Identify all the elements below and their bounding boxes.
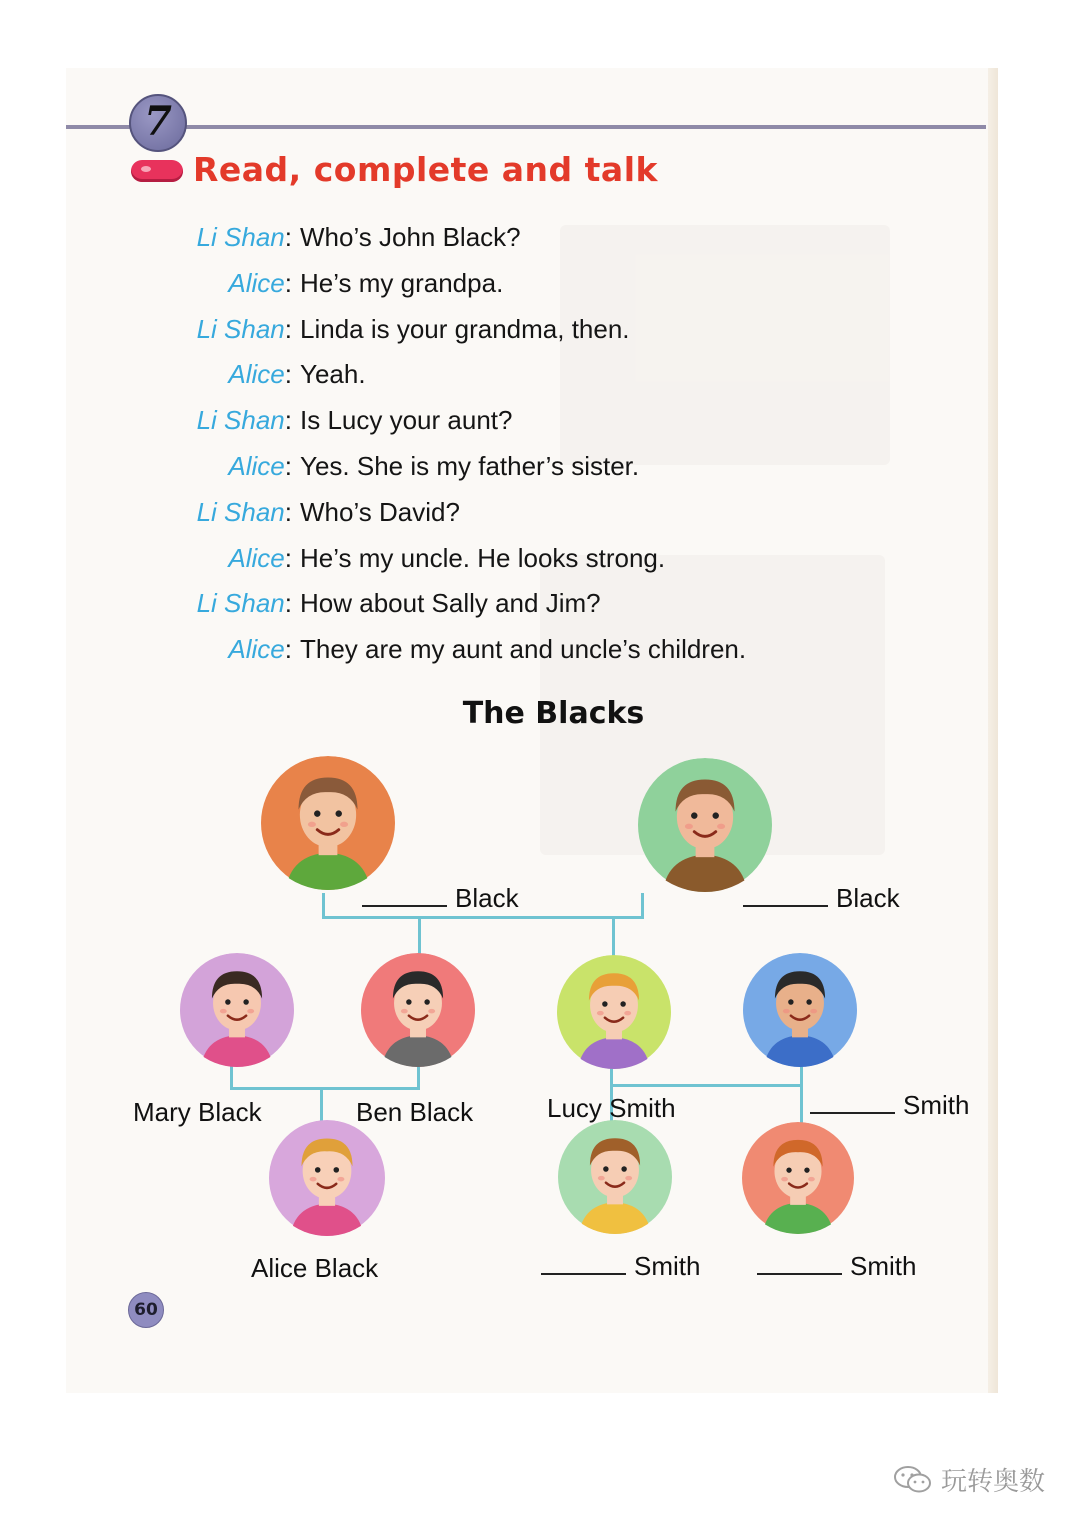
name-blank[interactable]	[541, 1253, 626, 1275]
speaker-name: Alice:	[228, 359, 292, 390]
watermark-text: 玩转奥数	[941, 1467, 1046, 1497]
portrait-drawing	[359, 953, 477, 1067]
portrait-drawing	[741, 953, 859, 1067]
colon: :	[284, 267, 292, 298]
speech-text: He’s my uncle. He looks strong.	[300, 542, 666, 573]
family-tree-title: The Blacks	[462, 696, 645, 731]
colon: :	[284, 359, 292, 390]
watermark	[893, 1461, 1045, 1498]
connector-line	[641, 893, 644, 919]
speech-text: Yeah.	[300, 359, 366, 390]
connector-line	[230, 1066, 233, 1090]
colon: :	[284, 542, 292, 573]
connector-line	[322, 893, 325, 919]
connector-line	[230, 1087, 420, 1090]
section-number-badge	[129, 94, 187, 152]
pencil-icon	[131, 160, 183, 182]
colon: :	[284, 313, 292, 344]
connector-line	[320, 1087, 323, 1123]
colon: :	[284, 588, 292, 619]
jim-name: Smith	[757, 1251, 916, 1282]
speech-text: Yes. She is my father’s sister.	[300, 451, 640, 481]
alice-portrait	[267, 1120, 387, 1236]
speaker-name: Li Shan:	[196, 496, 292, 527]
speaker-name: Li Shan:	[196, 588, 292, 619]
section-title: Read, complete and talk	[193, 150, 658, 189]
grandma-portrait	[635, 758, 775, 892]
connector-line	[417, 1066, 420, 1090]
speech-text: Who’s John Black?	[300, 222, 521, 252]
father-name: Ben Black	[356, 1097, 474, 1127]
speech-text: They are my aunt and uncle’s children.	[300, 634, 747, 665]
portrait-drawing	[557, 1120, 673, 1234]
speaker-name: Alice:	[228, 634, 292, 665]
speech-text: Is Lucy your aunt?	[300, 405, 513, 436]
portrait-drawing	[267, 1120, 387, 1236]
page-number: 60	[128, 1292, 164, 1328]
speech-text: How about Sally and Jim?	[300, 588, 601, 619]
colon: :	[284, 405, 292, 436]
uncle-portrait	[741, 953, 859, 1067]
speaker-name: Alice:	[228, 542, 292, 573]
father-portrait	[359, 953, 477, 1067]
speaker-name: Li Shan:	[196, 313, 292, 344]
uncle-name: Smith	[810, 1090, 969, 1121]
grandpa-portrait	[259, 756, 397, 890]
colon: :	[284, 451, 292, 481]
sally-name: Smith	[541, 1251, 700, 1282]
speech-text: He’s my grandpa.	[300, 267, 504, 298]
connector-line	[322, 916, 644, 919]
mother-portrait	[178, 953, 296, 1067]
mother-name: Mary Black	[133, 1097, 262, 1127]
section-number: 7	[144, 97, 172, 145]
alice-name: Alice Black	[251, 1253, 379, 1283]
colon: :	[284, 496, 292, 527]
name-blank[interactable]	[362, 885, 447, 907]
portrait-drawing	[259, 756, 397, 890]
portrait-drawing	[739, 1122, 857, 1234]
name-blank[interactable]	[810, 1092, 895, 1114]
colon: :	[284, 222, 292, 252]
speaker-name: Li Shan:	[196, 405, 292, 436]
sally-portrait	[557, 1120, 673, 1234]
portrait-drawing	[178, 953, 296, 1067]
speaker-name: Alice:	[228, 267, 292, 298]
top-rule	[66, 125, 986, 129]
speaker-name: Li Shan:	[196, 222, 292, 252]
speech-text: Linda is your grandma, then.	[300, 313, 630, 344]
aunt-name: Lucy Smith	[547, 1093, 676, 1123]
connector-line	[610, 1084, 803, 1087]
speech-text: Who’s David?	[300, 496, 460, 527]
grandpa-name: Black	[362, 883, 519, 914]
bleed-through	[560, 225, 890, 465]
wechat-icon	[893, 1464, 933, 1496]
connector-line	[800, 1066, 803, 1126]
aunt-portrait	[555, 955, 673, 1069]
colon: :	[284, 634, 292, 665]
name-blank[interactable]	[757, 1253, 842, 1275]
grandma-name: Black	[743, 883, 900, 914]
name-blank[interactable]	[743, 885, 828, 907]
jim-portrait	[739, 1122, 857, 1234]
portrait-drawing	[555, 955, 673, 1069]
portrait-drawing	[635, 758, 775, 892]
connector-line	[612, 916, 615, 960]
speaker-name: Alice:	[228, 451, 292, 481]
